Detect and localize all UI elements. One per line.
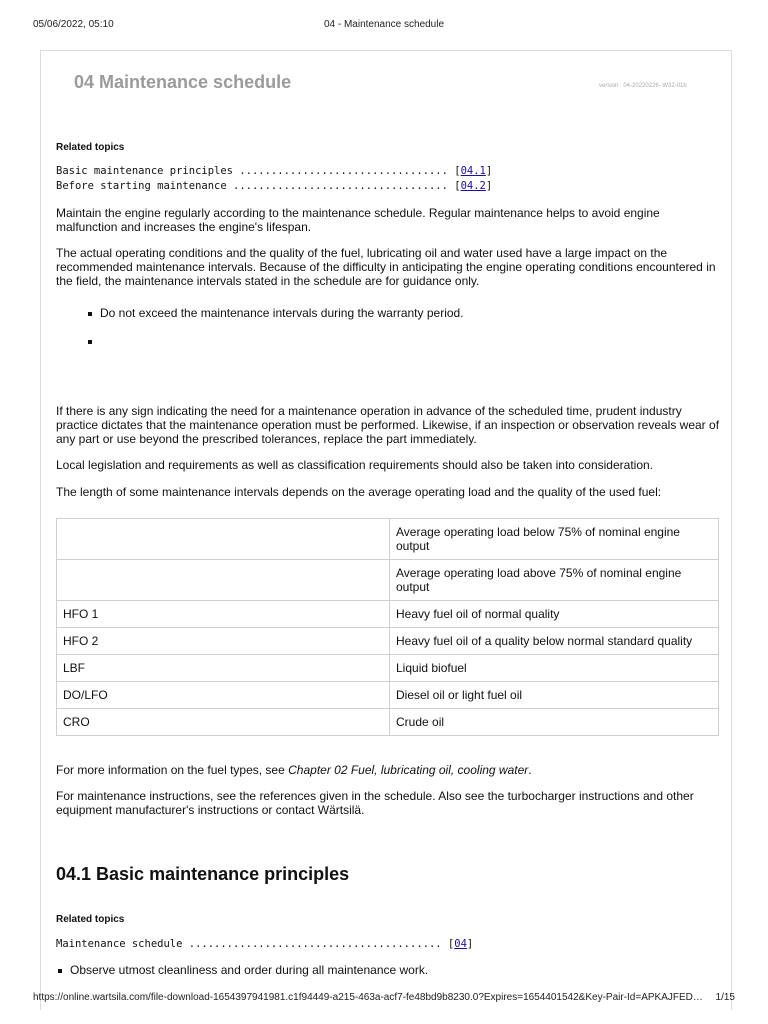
table-cell	[57, 560, 390, 601]
fuel-info-period: .	[528, 763, 532, 777]
bullet-cleanliness	[70, 963, 428, 977]
bullet-text: Observe utmost cleanliness and order during all maintenance work.	[70, 963, 429, 977]
bullet-text: Do not exceed the maintenance intervals during the warranty period.	[100, 306, 464, 320]
toc-link-04-1[interactable]: 04.1	[460, 165, 486, 177]
section-heading: 04.1 Basic maintenance principles	[56, 864, 350, 884]
table-row	[57, 560, 719, 601]
table-cell: Average operating load above 75% of nominal engine output	[390, 560, 719, 601]
toc-entry-basic-maintenance	[56, 165, 492, 177]
fuel-types-table	[56, 518, 719, 736]
section-related-topics-heading: Related topics	[56, 914, 125, 925]
toc-entry-text: Before starting maintenance .................................. [	[56, 180, 461, 192]
table-cell: Crude oil	[390, 709, 719, 736]
bullet-marker	[58, 969, 62, 973]
table-row	[57, 682, 719, 709]
bullet-marker	[88, 312, 92, 316]
table-cell: LBF	[57, 655, 390, 682]
version-label: version : 04-20220226- W32-01b	[599, 83, 687, 89]
table-row	[57, 601, 719, 628]
chapter-reference: Chapter 02 Fuel, lubricating oil, cooling water	[288, 763, 529, 777]
table-row	[57, 628, 719, 655]
table-row	[57, 655, 719, 682]
toc-entry-text: Maintenance schedule ........................................ [	[56, 938, 455, 950]
table-cell: Heavy fuel oil of normal quality	[390, 601, 719, 628]
toc-entry-text: Basic maintenance principles ................................. [	[56, 165, 461, 177]
table-cell: HFO 2	[57, 628, 390, 655]
paragraph-legislation: Local legislation and requirements as well as classification requirements should also be taken into consideration.	[56, 458, 653, 472]
bullet-warranty	[100, 306, 464, 320]
table-cell: HFO 1	[57, 601, 390, 628]
table-cell: DO/LFO	[57, 682, 390, 709]
table-cell: Liquid biofuel	[390, 655, 719, 682]
paragraph-maintenance-sign: If there is any sign indicating the need for a maintenance operation in advance of the scheduled time, prudent industry practice dictates that the maintenance operation must be performed. Likewise, if an inspection or observation reveals wear of any part or use beyond the prescribed tolerances, replace the part immediately.	[56, 404, 720, 446]
fuel-info-text: For more information on the fuel types, see	[56, 763, 289, 777]
toc-bracket: ]	[485, 165, 493, 177]
table-cell: CRO	[57, 709, 390, 736]
print-page-number: 1/15	[715, 992, 735, 1003]
paragraph-interval-length: The length of some maintenance intervals depends on the average operating load and the quality of the used fuel:	[56, 485, 662, 499]
paragraph-fuel-info	[56, 763, 720, 777]
toc-entry-before-starting	[56, 180, 492, 192]
table-cell: Heavy fuel oil of a quality below normal standard quality	[390, 628, 719, 655]
toc-link-04-2[interactable]: 04.2	[460, 180, 486, 192]
table-row	[57, 709, 719, 736]
print-page-title: 04 - Maintenance schedule	[323, 19, 445, 30]
paragraph-maintenance-instructions: For maintenance instructions, see the references given in the schedule. Also see the turbocharger instructions and other equipment manufacturer's instructions or contact Wärtsilä.	[56, 789, 694, 817]
related-topics-heading: Related topics	[56, 142, 125, 153]
toc-bracket: ]	[485, 180, 493, 192]
toc-entry-maintenance-schedule	[56, 938, 473, 950]
print-date: 05/06/2022, 05:10	[33, 19, 114, 30]
document-title: 04 Maintenance schedule	[74, 72, 292, 92]
table-cell	[57, 519, 390, 560]
paragraph-operating-conditions: The actual operating conditions and the quality of the fuel, lubricating oil and water used have a large impact on the recommended maintenance intervals. Because of the difficulty in anticipating the engine operating conditions encountered in the field, the maintenance intervals stated in the schedule are for guidance only.	[56, 246, 716, 288]
paragraph-maintain-regularly: Maintain the engine regularly according to the maintenance schedule. Regular maintenance helps to avoid engine malfunction and increases the engine's lifespan.	[56, 206, 660, 234]
bullet-marker	[88, 340, 92, 344]
table-row	[57, 519, 719, 560]
toc-link-04[interactable]: 04	[454, 938, 467, 950]
table-cell: Average operating load below 75% of nominal engine output	[390, 519, 719, 560]
print-url: https://online.wartsila.com/file-download-1654397941981.c1f94449-a215-463a-acf7-fe48bd9b8230.0?Expires=1654401542&Key-Pair-Id=APKAJFED…	[33, 992, 703, 1003]
toc-bracket: ]	[466, 938, 474, 950]
table-cell: Diesel oil or light fuel oil	[390, 682, 719, 709]
